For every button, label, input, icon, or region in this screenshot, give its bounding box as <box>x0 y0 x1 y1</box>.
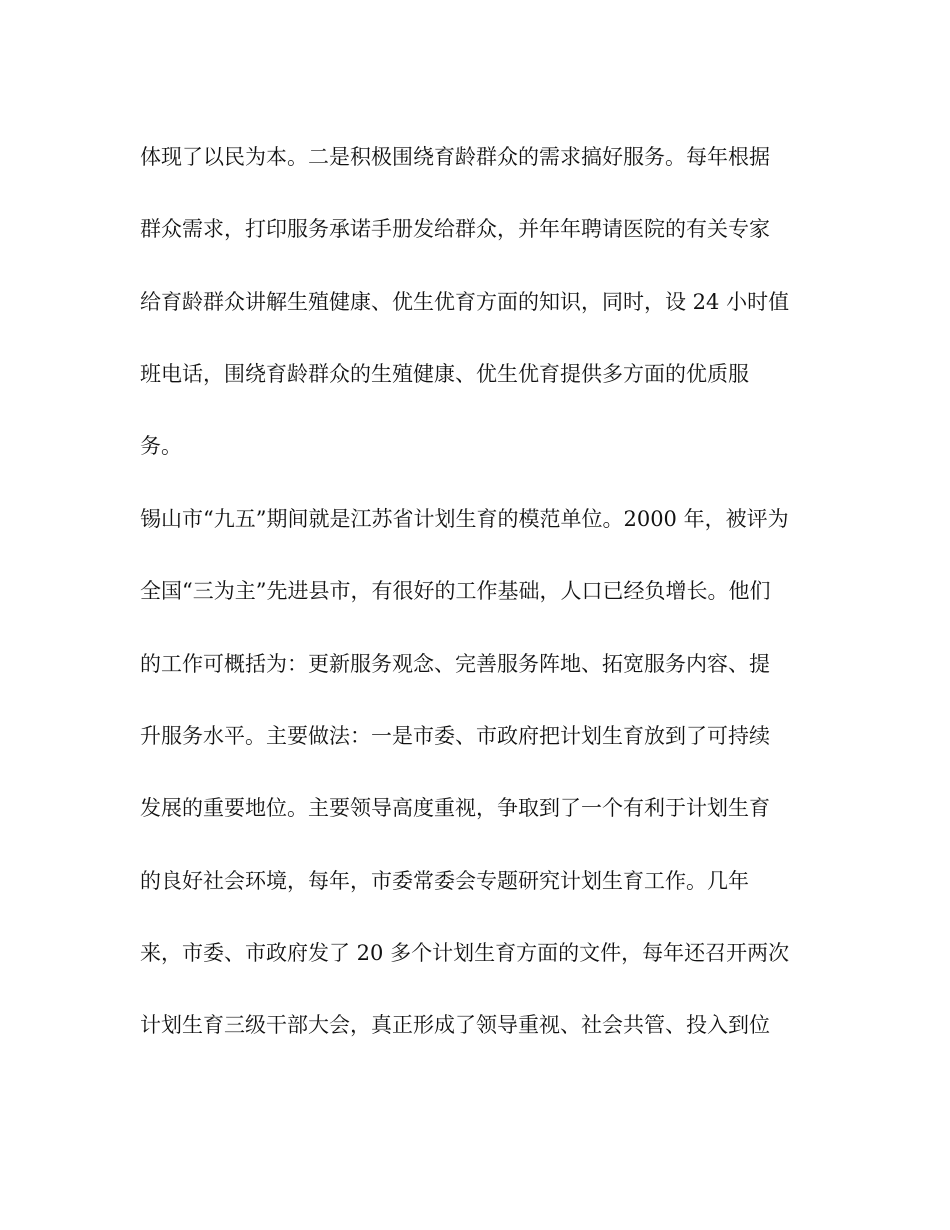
text-line: 体现了以民为本。二是积极围绕育龄群众的需求搞好服务。每年根据 <box>140 145 770 169</box>
text-line: 锡山市“九五”期间就是江苏省计划生育的模范单位。2000 年，被评为 <box>140 507 789 531</box>
text-line: 务。 <box>140 434 182 458</box>
text-line: 计划生育三级干部大会，真正形成了领导重视、社会共管、投入到位 <box>140 1013 770 1037</box>
text-line: 升服务水平。主要做法：一是市委、市政府把计划生育放到了可持续 <box>140 724 770 748</box>
text-line: 的良好社会环境，每年，市委常委会专题研究计划生育工作。几年 <box>140 869 749 893</box>
text-line: 全国“三为主”先进县市，有很好的工作基础，人口已经负增长。他们 <box>140 579 771 603</box>
text-line: 给育龄群众讲解生殖健康、优生优育方面的知识，同时，设 24 小时值 <box>140 290 790 314</box>
text-line: 群众需求，打印服务承诺手册发给群众，并年年聘请医院的有关专家 <box>140 217 770 241</box>
text-line: 发展的重要地位。主要领导高度重视，争取到了一个有利于计划生育 <box>140 796 770 820</box>
text-line: 班电话，围绕育龄群众的生殖健康、优生优育提供多方面的优质服 <box>140 362 749 386</box>
text-line: 来，市委、市政府发了 20 多个计划生育方面的文件，每年还召开两次 <box>140 941 790 965</box>
text-line: 的工作可概括为：更新服务观念、完善服务阵地、拓宽服务内容、提 <box>140 652 770 676</box>
